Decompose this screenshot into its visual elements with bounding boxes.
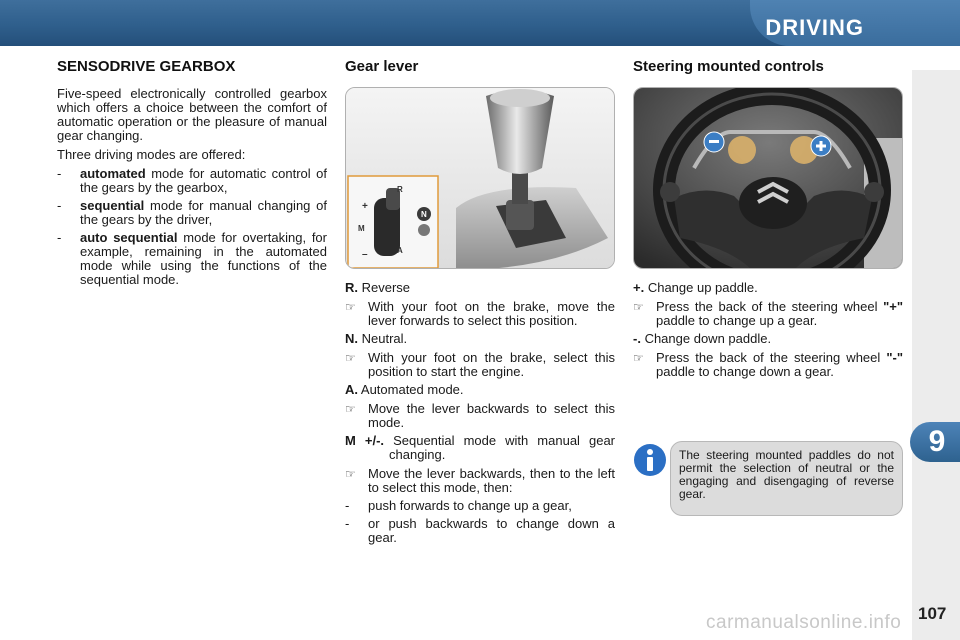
mode-name: auto sequential <box>80 230 178 245</box>
gear-action-text: With your foot on the brake, move the lever forwards to select this position. <box>368 299 615 328</box>
paddle-action-post: paddle to change up a gear. <box>656 313 818 328</box>
gear-action <box>345 402 615 430</box>
gear-label: Reverse <box>358 280 411 295</box>
gear-subitem-text: or push backwards to change down a gear. <box>368 516 615 545</box>
paddle-code: +. <box>633 280 645 295</box>
chapter-title: DRIVING <box>765 15 864 40</box>
gear-subitem-text: push forwards to change up a gear, <box>368 498 572 513</box>
hand-pointer-icon: ☞ <box>345 402 356 416</box>
gear-lever-figure <box>345 87 615 269</box>
modes-intro: Three driving modes are offered: <box>57 147 246 162</box>
gear-action-text: With your foot on the brake, select this position to start the engine. <box>368 350 615 379</box>
gear-subitem <box>345 499 615 513</box>
gear-action <box>345 467 615 495</box>
gear-lever-section <box>345 60 615 549</box>
dash-bullet: - <box>345 498 350 513</box>
side-strip <box>912 70 960 640</box>
hand-pointer-icon: ☞ <box>345 467 356 481</box>
gear-action <box>345 351 615 379</box>
gear-code: M +/-. <box>345 433 385 448</box>
paddle-action <box>633 300 903 328</box>
paddle-key: "-" <box>886 350 903 365</box>
paddle-label: Change up paddle. <box>644 280 758 295</box>
sensodrive-section <box>57 60 327 291</box>
steering-figure <box>633 87 903 269</box>
gear-action-text: Move the lever backwards, then to the left to select this mode, then: <box>368 466 615 495</box>
hand-pointer-icon: ☞ <box>345 351 356 365</box>
paddle-label: Change down paddle. <box>640 331 772 346</box>
dash-bullet: - <box>57 198 62 213</box>
hand-pointer-icon: ☞ <box>633 300 644 314</box>
gear-action-text: Move the lever backwards to select this mode. <box>368 401 615 430</box>
paddle-entry <box>633 281 903 295</box>
gear-label: Automated mode. <box>358 382 464 397</box>
dash-bullet: - <box>345 516 350 531</box>
gear-pos-plus-label: + <box>362 201 368 212</box>
gear-lever-title: Gear lever <box>345 58 419 75</box>
gear-pos-r-label: R <box>397 185 403 194</box>
paddle-key: "+" <box>883 299 903 314</box>
hand-pointer-icon: ☞ <box>345 300 356 314</box>
gear-entry <box>345 434 615 462</box>
gear-action <box>345 300 615 328</box>
paddle-entry <box>633 332 903 346</box>
paddle-action-pre: Press the back of the steering wheel <box>656 350 887 365</box>
mode-item <box>57 167 327 195</box>
gear-entry <box>345 332 615 346</box>
dash-bullet: - <box>57 166 62 181</box>
gear-entry <box>345 281 615 295</box>
dash-bullet: - <box>57 230 62 245</box>
page-number: 107 <box>918 604 947 623</box>
gear-code: R. <box>345 280 358 295</box>
steering-title: Steering mounted controls <box>633 58 824 75</box>
gear-label: Sequential mode with manual gear changing. <box>384 433 615 462</box>
paddle-action-pre: Press the back of the steering wheel <box>656 299 884 314</box>
mode-name: sequential <box>80 198 145 213</box>
chapter-number-badge[interactable]: 9 <box>910 422 960 462</box>
paddle-action <box>633 351 903 379</box>
steering-section <box>633 60 903 383</box>
steering-wheel-illustration <box>634 88 903 269</box>
info-icon <box>633 443 667 477</box>
gear-pos-minus-label: – <box>362 249 368 260</box>
info-box: The steering mounted paddles do not permit the selection of neutral or the engaging and disengaging of reverse gear. <box>670 441 903 516</box>
gear-subitem <box>345 517 615 545</box>
gear-pos-m-label: M <box>358 224 365 233</box>
mode-name: automated <box>80 166 146 181</box>
gear-entry <box>345 383 615 397</box>
sensodrive-title: SENSODRIVE GEARBOX <box>57 58 236 75</box>
mode-item <box>57 231 327 287</box>
mode-desc: mode for automatic control of the gears by the gearbox, <box>80 166 327 195</box>
gear-code: A. <box>345 382 358 397</box>
gear-code: N. <box>345 331 358 346</box>
gear-pos-a-label: A <box>397 246 403 255</box>
mode-item <box>57 199 327 227</box>
sensodrive-intro: Five-speed electronically controlled gearbox which offers a choice between the comfort of automatic operation or the pleasure of manual gear changing. <box>57 86 327 143</box>
mode-desc: mode for manual changing of the gears by the driver, <box>80 198 327 227</box>
mode-desc: mode for overtaking, for example, remaining in the automated mode while using the functions of the sequential mode. <box>80 230 327 287</box>
watermark: carmanualsonline.info <box>706 612 902 633</box>
gear-pos-n-label: N <box>421 210 427 219</box>
gear-lever-illustration <box>346 88 615 269</box>
gear-label: Neutral. <box>358 331 408 346</box>
hand-pointer-icon: ☞ <box>633 351 644 365</box>
paddle-code: -. <box>633 331 641 346</box>
paddle-action-post: paddle to change down a gear. <box>656 364 834 379</box>
